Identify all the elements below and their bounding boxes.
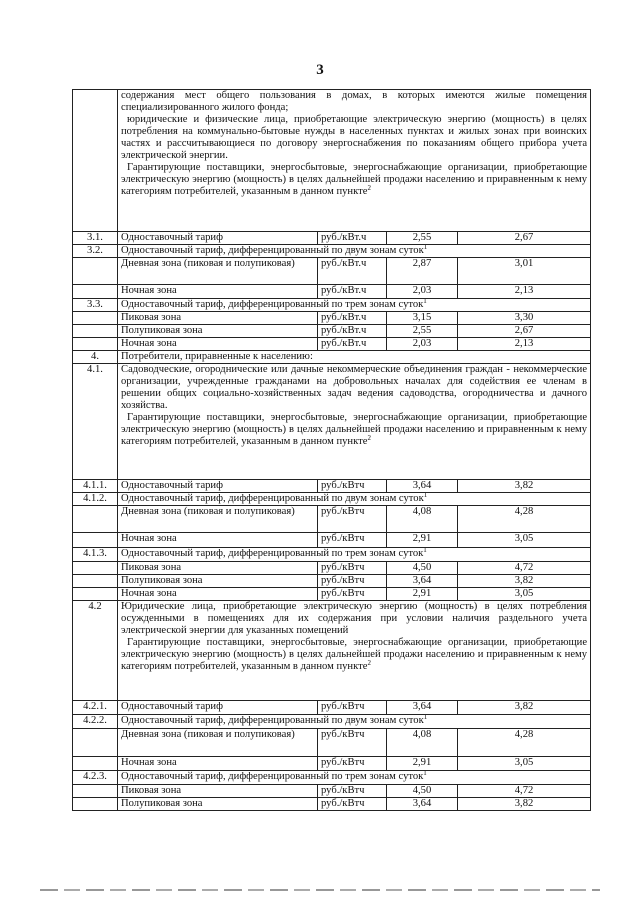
tariff-value-second-half: 3,01 — [458, 258, 591, 285]
tariff-row — [73, 785, 591, 798]
row-number — [73, 285, 118, 299]
footnote-marker: 2 — [367, 434, 371, 442]
section-header-text: Одноставочный тариф, дифференцированный по двум зонам суток — [121, 715, 424, 726]
tariff-row — [73, 562, 591, 575]
row-number — [73, 506, 118, 533]
tariff-unit: руб./кВт.ч — [318, 232, 387, 245]
tariff-value-first-half: 2,91 — [387, 533, 458, 548]
tariff-unit: руб./кВтч — [318, 798, 387, 811]
tariff-label: Дневная зона (пиковая и полупиковая) — [118, 506, 318, 533]
tariff-value-first-half: 3,64 — [387, 480, 458, 493]
row-number — [73, 575, 118, 588]
footnote-marker: 1 — [423, 547, 427, 554]
tariff-table-body — [73, 90, 591, 811]
tariff-value-first-half: 4,50 — [387, 562, 458, 575]
tariff-label: Ночная зона — [118, 588, 318, 601]
tariff-value-first-half: 2,55 — [387, 325, 458, 338]
section-header-text: Одноставочный тариф, дифференцированный по двум зонам суток — [121, 245, 424, 256]
tariff-label: Полупиковая зона — [118, 575, 318, 588]
tariff-unit: руб./кВт.ч — [318, 285, 387, 299]
tariff-row — [73, 285, 591, 299]
tariff-row — [73, 533, 591, 548]
tariff-value-second-half: 2,67 — [458, 325, 591, 338]
row-number: 4. — [73, 351, 118, 364]
row-number: 4.2.2. — [73, 715, 118, 729]
tariff-value-first-half: 2,87 — [387, 258, 458, 285]
description-cell — [118, 364, 591, 480]
tariff-value-second-half: 3,82 — [458, 480, 591, 493]
tariff-unit: руб./кВт.ч — [318, 338, 387, 351]
tariff-row — [73, 338, 591, 351]
tariff-unit: руб./кВтч — [318, 575, 387, 588]
tariff-value-second-half: 3,30 — [458, 312, 591, 325]
tariff-label: Пиковая зона — [118, 785, 318, 798]
tariff-row — [73, 480, 591, 493]
tariff-row — [73, 312, 591, 325]
row-number — [73, 729, 118, 757]
description-cell — [118, 601, 591, 701]
section-header — [118, 493, 591, 506]
tariff-unit: руб./кВтч — [318, 701, 387, 715]
row-number: 3.1. — [73, 232, 118, 245]
description-paragraph — [121, 90, 587, 114]
section-header-text: Одноставочный тариф, дифференцированный по трем зонам суток — [121, 771, 424, 782]
tariff-row — [73, 575, 591, 588]
tariff-unit: руб./кВтч — [318, 506, 387, 533]
tariff-value-second-half: 3,05 — [458, 588, 591, 601]
footnote-marker: 2 — [367, 659, 371, 667]
tariff-value-second-half: 2,67 — [458, 232, 591, 245]
description-text: Садоводческие, огороднические или дачные некоммерческие объединения граждан - некоммерческие организации, учрежденные гражданами на добровольных началах для содействия ее членам в решении общих социально-хозяйственных задач ведения садоводства, огородничества и дачного хозяйства. — [121, 364, 588, 411]
tariff-value-first-half: 2,91 — [387, 757, 458, 771]
description-row — [73, 364, 591, 480]
section-header-row — [73, 299, 591, 312]
tariff-label: Ночная зона — [118, 757, 318, 771]
tariff-value-second-half: 4,72 — [458, 785, 591, 798]
description-cell — [118, 90, 591, 232]
tariff-label: Пиковая зона — [118, 562, 318, 575]
tariff-label: Полупиковая зона — [118, 325, 318, 338]
tariff-unit: руб./кВтч — [318, 480, 387, 493]
section-header-text: Одноставочный тариф, дифференцированный по трем зонам суток — [121, 548, 424, 559]
tariff-row — [73, 325, 591, 338]
scan-artifact-line — [40, 889, 600, 891]
section-header — [118, 299, 591, 312]
tariff-value-first-half: 3,15 — [387, 312, 458, 325]
tariff-label: Ночная зона — [118, 533, 318, 548]
footnote-marker: 1 — [423, 770, 427, 777]
row-number: 4.1. — [73, 364, 118, 480]
tariff-row — [73, 506, 591, 533]
row-number: 3.2. — [73, 245, 118, 258]
tariff-unit: руб./кВт.ч — [318, 258, 387, 285]
description-paragraph — [121, 114, 587, 162]
tariff-value-first-half: 4,08 — [387, 729, 458, 757]
description-paragraph — [121, 601, 587, 637]
row-number: 4.2.3. — [73, 771, 118, 785]
row-number: 4.2 — [73, 601, 118, 701]
tariff-row — [73, 757, 591, 771]
section-header — [118, 245, 591, 258]
row-number — [73, 562, 118, 575]
section-header-row — [73, 548, 591, 562]
footnote-marker: 1 — [423, 714, 428, 721]
tariff-value-second-half: 2,13 — [458, 338, 591, 351]
tariff-label: Одноставочный тариф — [118, 232, 318, 245]
description-paragraph — [121, 412, 587, 448]
section-header — [118, 715, 591, 729]
description-paragraph — [121, 162, 587, 198]
page-number: 3 — [316, 62, 324, 78]
description-text: юридические и физические лица, приобретающие электрическую энергию (мощность) в целях потребления на коммунально-бытовые нужды в населенных пунктах и жилых зонах при воинских частях и рассчитывающиеся по договору энергоснабжения по показаниям общего прибора учета электрической энергии. — [121, 114, 588, 161]
row-number: 4.1.3. — [73, 548, 118, 562]
row-number: 3.3. — [73, 299, 118, 312]
row-number: 4.1.2. — [73, 493, 118, 506]
tariff-unit: руб./кВт.ч — [318, 325, 387, 338]
tariff-table — [72, 89, 591, 811]
description-paragraph — [121, 364, 587, 412]
tariff-label: Полупиковая зона — [118, 798, 318, 811]
footnote-marker: 1 — [423, 492, 428, 499]
row-number — [73, 312, 118, 325]
tariff-row — [73, 258, 591, 285]
section-header-text: Одноставочный тариф, дифференцированный по трем зонам суток — [121, 299, 424, 310]
tariff-value-second-half: 3,82 — [458, 701, 591, 715]
tariff-label: Ночная зона — [118, 285, 318, 299]
tariff-value-second-half: 3,05 — [458, 757, 591, 771]
row-number — [73, 588, 118, 601]
row-number: 4.2.1. — [73, 701, 118, 715]
section-header — [118, 351, 591, 364]
description-paragraph — [121, 637, 587, 673]
tariff-unit: руб./кВтч — [318, 533, 387, 548]
footnote-marker: 1 — [423, 244, 428, 251]
row-number — [73, 533, 118, 548]
section-header-row — [73, 493, 591, 506]
row-number — [73, 258, 118, 285]
tariff-row — [73, 798, 591, 811]
row-number — [73, 90, 118, 232]
section-header-row — [73, 771, 591, 785]
description-text: Юридические лица, приобретающие электрическую энергию (мощность) в целях потребления осужденными в помещениях для их содержания при условии наличия раздельного учета электрической энергии для указанных помещений — [121, 601, 588, 636]
section-header — [118, 771, 591, 785]
tariff-row — [73, 701, 591, 715]
description-row — [73, 601, 591, 701]
tariff-value-first-half: 2,55 — [387, 232, 458, 245]
tariff-label: Дневная зона (пиковая и полупиковая) — [118, 258, 318, 285]
tariff-value-first-half: 2,03 — [387, 338, 458, 351]
description-row — [73, 90, 591, 232]
tariff-label: Ночная зона — [118, 338, 318, 351]
description-text: содержания мест общего пользования в домах, в которых имеются жилые помещения специализированного жилого фонда; — [121, 90, 588, 113]
tariff-value-first-half: 4,08 — [387, 506, 458, 533]
tariff-row — [73, 588, 591, 601]
tariff-value-second-half: 2,13 — [458, 285, 591, 299]
tariff-value-second-half: 4,72 — [458, 562, 591, 575]
description-text: Гарантирующие поставщики, энергосбытовые, энергоснабжающие организации, приобретающие электрическую энергию (мощность) в целях дальнейшей продажи населению и приравненным к нему категориям потребителей, указанным в данном пункте — [121, 412, 588, 447]
tariff-value-first-half: 3,64 — [387, 798, 458, 811]
footnote-marker: 2 — [367, 184, 371, 192]
section-header-text: Потребители, приравненные к населению: — [121, 351, 313, 362]
tariff-unit: руб./кВтч — [318, 562, 387, 575]
section-header-row — [73, 715, 591, 729]
row-number — [73, 338, 118, 351]
tariff-value-first-half: 3,64 — [387, 701, 458, 715]
tariff-value-second-half: 4,28 — [458, 506, 591, 533]
tariff-value-second-half: 3,05 — [458, 533, 591, 548]
tariff-unit: руб./кВт.ч — [318, 312, 387, 325]
section-header — [118, 548, 591, 562]
section-header-text: Одноставочный тариф, дифференцированный по двум зонам суток — [121, 493, 424, 504]
tariff-row — [73, 232, 591, 245]
tariff-value-second-half: 4,28 — [458, 729, 591, 757]
tariff-unit: руб./кВтч — [318, 757, 387, 771]
row-number — [73, 798, 118, 811]
row-number — [73, 785, 118, 798]
tariff-row — [73, 729, 591, 757]
tariff-label: Дневная зона (пиковая и полупиковая) — [118, 729, 318, 757]
tariff-value-first-half: 3,64 — [387, 575, 458, 588]
tariff-unit: руб./кВтч — [318, 785, 387, 798]
tariff-label: Одноставочный тариф — [118, 480, 318, 493]
tariff-unit: руб./кВтч — [318, 588, 387, 601]
tariff-value-second-half: 3,82 — [458, 575, 591, 588]
footnote-marker: 1 — [423, 298, 427, 305]
row-number — [73, 325, 118, 338]
tariff-value-second-half: 3,82 — [458, 798, 591, 811]
tariff-label: Пиковая зона — [118, 312, 318, 325]
tariff-value-first-half: 2,91 — [387, 588, 458, 601]
description-text: Гарантирующие поставщики, энергосбытовые, энергоснабжающие организации, приобретающие электрическую энергию (мощность) в целях дальнейшей продажи населению и приравненным к нему категориям потребителей, указанным в данном пункте — [121, 162, 588, 197]
section-header-row — [73, 351, 591, 364]
tariff-label: Одноставочный тариф — [118, 701, 318, 715]
tariff-unit: руб./кВтч — [318, 729, 387, 757]
section-header-row — [73, 245, 591, 258]
row-number — [73, 757, 118, 771]
description-text: Гарантирующие поставщики, энергосбытовые, энергоснабжающие организации, приобретающие электрическую энергию (мощность) в целях дальнейшей продажи населению и приравненным к нему категориям потребителей, указанным в данном пункте — [121, 637, 588, 672]
tariff-value-first-half: 4,50 — [387, 785, 458, 798]
tariff-value-first-half: 2,03 — [387, 285, 458, 299]
row-number: 4.1.1. — [73, 480, 118, 493]
